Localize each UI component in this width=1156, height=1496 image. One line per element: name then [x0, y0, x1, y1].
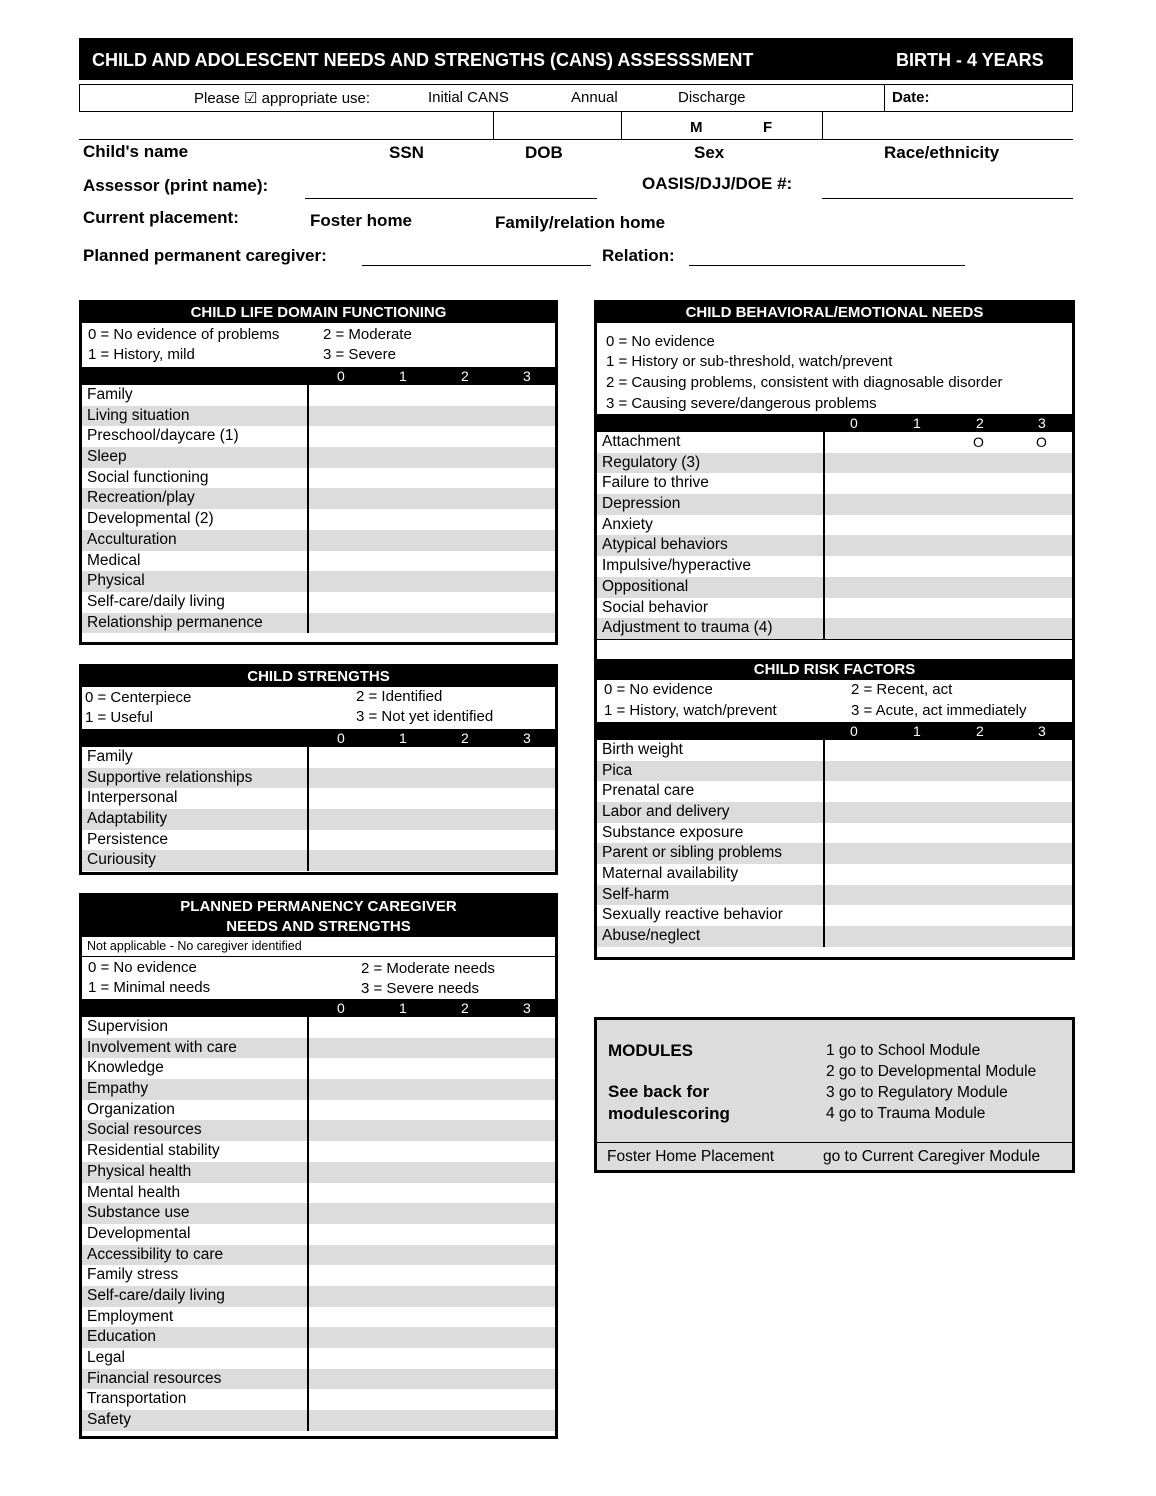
item-label: Supportive relationships	[87, 768, 253, 786]
assessor-label: Assessor (print name):	[83, 176, 269, 195]
legend-item: 1 = History, mild	[88, 346, 195, 363]
score-cell[interactable]	[823, 781, 1072, 802]
legend-item: 2 = Recent, act	[851, 680, 953, 698]
oasis-field[interactable]	[822, 198, 1073, 199]
item-label: Oppositional	[602, 577, 689, 595]
item-label: Prenatal care	[602, 782, 695, 800]
score-cell[interactable]	[823, 740, 1072, 761]
table-row	[597, 926, 1072, 947]
item-label: Social resources	[87, 1121, 202, 1139]
score-cell[interactable]	[823, 802, 1072, 823]
behavioral-rows	[597, 432, 1072, 639]
relation-field[interactable]	[689, 265, 965, 266]
item-label: Labor and delivery	[602, 802, 730, 820]
table-row	[597, 781, 1072, 802]
score-cell[interactable]	[307, 1307, 555, 1328]
table-row	[82, 788, 555, 809]
score-cell[interactable]	[307, 1141, 555, 1162]
sex-option-m[interactable]: M	[690, 119, 703, 136]
item-label: Education	[87, 1328, 156, 1346]
not-applicable-option[interactable]: Not applicable - No caregiver identified	[82, 937, 555, 957]
table-row	[597, 864, 1072, 885]
item-label: Organization	[87, 1100, 175, 1118]
item-label: Developmental	[87, 1224, 191, 1242]
score-cell[interactable]	[823, 494, 1072, 515]
score-cell[interactable]	[307, 426, 555, 447]
score-cell[interactable]	[307, 1100, 555, 1121]
item-label: Supervision	[87, 1018, 168, 1035]
item-label: Self-care/daily living	[87, 1286, 225, 1304]
item-label: Abuse/neglect	[602, 927, 701, 945]
item-label: Family	[87, 748, 133, 765]
legend-item: 3 = Severe	[323, 346, 396, 363]
legend-item: 1 = History, watch/prevent	[604, 701, 777, 719]
item-label: Involvement with care	[87, 1038, 237, 1056]
score-cell[interactable]	[823, 515, 1072, 536]
score-cell[interactable]	[307, 1245, 555, 1266]
form-title-bar	[79, 38, 1073, 80]
table-row	[82, 1079, 555, 1100]
score-cell[interactable]	[307, 1183, 555, 1204]
score-cell[interactable]	[307, 1265, 555, 1286]
item-label: Pica	[602, 761, 633, 779]
item-label: Accessibility to care	[87, 1245, 224, 1263]
table-row	[82, 468, 555, 489]
legend-item: 0 = Centerpiece	[85, 689, 192, 706]
item-label: Family stress	[87, 1266, 179, 1284]
table-row	[82, 1017, 555, 1038]
table-row	[597, 905, 1072, 926]
legend-item: 3 = Causing severe/dangerous problems	[606, 395, 877, 412]
score-cell[interactable]	[823, 926, 1072, 947]
table-row	[82, 1120, 555, 1141]
item-label: Birth weight	[602, 740, 683, 758]
caregiver-rows	[82, 1017, 555, 1431]
item-label: Impulsive/hyperactive	[602, 557, 752, 575]
table-row	[82, 1141, 555, 1162]
relation-label: Relation:	[602, 246, 675, 265]
caregiver-title-line1: PLANNED PERMANENCY CAREGIVER	[180, 898, 457, 915]
table-row	[597, 577, 1072, 598]
table-row	[82, 1389, 555, 1410]
item-label: Empathy	[87, 1080, 149, 1098]
legend-item: 2 = Causing problems, consistent with diagnosable disorder	[606, 374, 1003, 391]
table-row	[82, 1162, 555, 1183]
score-cell[interactable]	[307, 1224, 555, 1245]
legend-item: 1 = History or sub-threshold, watch/prevent	[606, 353, 893, 370]
item-label: Anxiety	[602, 515, 653, 533]
item-label: Medical	[87, 551, 141, 569]
table-row	[597, 740, 1072, 761]
item-label: Relationship permanence	[87, 613, 263, 631]
life-domain-rows	[82, 385, 555, 633]
score-cell[interactable]	[307, 488, 555, 509]
score-cell[interactable]	[307, 1203, 555, 1224]
table-row	[82, 592, 555, 613]
modules-heading: MODULES	[608, 1041, 693, 1060]
score-cell[interactable]	[307, 1079, 555, 1100]
legend-item: 1 = Minimal needs	[88, 979, 211, 996]
table-row	[82, 1369, 555, 1390]
score-cell[interactable]	[823, 843, 1072, 864]
score-header: 0 1 2 3	[82, 729, 555, 747]
table-row	[82, 768, 555, 789]
legend-item: 0 = No evidence	[604, 680, 713, 698]
date-label: Date:	[892, 89, 930, 106]
item-label: Depression	[602, 495, 681, 513]
legend-item: 0 = No evidence of problems	[88, 326, 280, 343]
score-cell[interactable]	[823, 556, 1072, 577]
item-label: Mental health	[87, 1183, 181, 1201]
strengths-title: CHILD STRENGTHS	[82, 667, 555, 687]
score-cell[interactable]	[307, 1058, 555, 1079]
score-cell[interactable]	[307, 850, 555, 871]
score-header: 0 1 2 3	[597, 722, 1072, 740]
table-row	[597, 556, 1072, 577]
item-label: Knowledge	[87, 1059, 164, 1077]
see-back-line2: modulescoring	[608, 1104, 730, 1123]
score-cell[interactable]	[823, 885, 1072, 906]
sex-label: Sex	[694, 143, 725, 162]
dob-label: DOB	[525, 143, 563, 162]
score-header: 0 1 2 3	[597, 414, 1072, 432]
placement-option-foster[interactable]: Foster home	[310, 211, 413, 230]
score-cell[interactable]	[823, 577, 1072, 598]
item-label: Preschool/daycare (1)	[87, 427, 239, 445]
item-label: Acculturation	[87, 530, 177, 548]
score-cell[interactable]	[307, 551, 555, 572]
score-header: 0 1 2 3	[82, 999, 555, 1017]
score-cell[interactable]	[307, 1369, 555, 1390]
table-row	[82, 1307, 555, 1328]
life-domain-title: CHILD LIFE DOMAIN FUNCTIONING	[82, 303, 555, 323]
score-cell[interactable]	[823, 905, 1072, 926]
caregiver-panel	[79, 893, 558, 1439]
item-label: Substance use	[87, 1204, 190, 1222]
table-row	[597, 802, 1072, 823]
item-label: Attachment	[602, 433, 681, 450]
table-row	[82, 551, 555, 572]
score-cell[interactable]	[307, 1327, 555, 1348]
table-row	[82, 488, 555, 509]
table-row	[82, 1286, 555, 1307]
foster-placement-label: Foster Home Placement	[607, 1148, 775, 1165]
age-range: BIRTH - 4 YEARS	[896, 50, 1044, 70]
table-row	[82, 613, 555, 634]
score-cell[interactable]	[823, 598, 1072, 619]
legend-item: 0 = No evidence	[606, 333, 715, 350]
score-cell[interactable]	[307, 447, 555, 468]
table-row	[82, 1327, 555, 1348]
table-row	[82, 385, 555, 406]
planned-caregiver-label: Planned permanent caregiver:	[83, 246, 327, 265]
item-label: Regulatory (3)	[602, 453, 701, 471]
score-cell[interactable]	[307, 406, 555, 427]
module-school: 1 go to School Module	[826, 1042, 981, 1059]
item-label: Persistence	[87, 830, 168, 848]
table-row	[82, 426, 555, 447]
strengths-panel	[79, 664, 558, 875]
item-label: Atypical behaviors	[602, 536, 728, 554]
assessor-field[interactable]	[305, 198, 597, 199]
modules-box	[594, 1017, 1075, 1173]
table-row	[82, 1224, 555, 1245]
legend-item: 2 = Moderate	[323, 326, 412, 343]
life-domain-panel	[79, 300, 558, 645]
option-initial-cans[interactable]: Initial CANS	[428, 89, 509, 106]
table-row	[82, 1058, 555, 1079]
item-label: Recreation/play	[87, 489, 195, 507]
score-cell[interactable]	[823, 432, 1072, 453]
score-cell[interactable]	[307, 1410, 555, 1431]
risk-rows	[597, 740, 1072, 947]
table-row	[82, 530, 555, 551]
table-row	[82, 830, 555, 851]
table-row	[597, 598, 1072, 619]
table-row	[597, 885, 1072, 906]
score-cell[interactable]	[307, 509, 555, 530]
foster-placement-action: go to Current Caregiver Module	[823, 1148, 1041, 1165]
item-label: Transportation	[87, 1390, 187, 1408]
score-cell[interactable]	[307, 592, 555, 613]
table-row	[597, 453, 1072, 474]
planned-caregiver-field[interactable]	[362, 265, 591, 266]
table-row	[82, 1410, 555, 1431]
current-placement-label: Current placement:	[83, 208, 239, 227]
table-row	[597, 823, 1072, 844]
module-regulatory: 3 go to Regulatory Module	[826, 1084, 1008, 1101]
score-cell[interactable]	[307, 1389, 555, 1410]
score-cell[interactable]	[307, 747, 555, 768]
score-cell[interactable]	[823, 473, 1072, 494]
legend-item: 1 = Useful	[85, 709, 153, 726]
option-annual[interactable]: Annual	[571, 89, 618, 106]
table-row	[597, 473, 1072, 494]
caregiver-title	[82, 896, 555, 937]
score-cell[interactable]	[307, 571, 555, 592]
score-cell[interactable]	[307, 1038, 555, 1059]
item-label: Parent or sibling problems	[602, 844, 783, 862]
attachment-option-mark[interactable]: O	[973, 434, 984, 450]
table-row	[82, 447, 555, 468]
legend-item: 0 = No evidence	[88, 959, 197, 976]
module-trauma: 4 go to Trauma Module	[826, 1105, 986, 1122]
table-row	[597, 515, 1072, 536]
legend-item: 3 = Acute, act immediately	[851, 701, 1027, 719]
item-label: Interpersonal	[87, 789, 178, 807]
item-label: Self-harm	[602, 885, 670, 903]
table-row	[82, 1245, 555, 1266]
item-label: Legal	[87, 1349, 125, 1366]
table-row	[82, 1203, 555, 1224]
score-cell[interactable]	[307, 385, 555, 406]
use-prompt: Please ☑ appropriate use:	[194, 90, 371, 107]
score-cell[interactable]	[307, 1162, 555, 1183]
item-label: Physical	[87, 572, 145, 590]
item-label: Adaptability	[87, 810, 168, 828]
table-row	[82, 1265, 555, 1286]
score-cell[interactable]	[307, 1017, 555, 1038]
ssn-label: SSN	[389, 143, 424, 162]
table-row	[82, 809, 555, 830]
module-developmental: 2 go to Developmental Module	[826, 1063, 1037, 1080]
legend-item: 3 = Not yet identified	[356, 708, 494, 725]
table-row	[597, 432, 1072, 453]
item-label: Curiousity	[87, 851, 156, 869]
item-label: Family	[87, 386, 133, 403]
item-label: Failure to thrive	[602, 474, 709, 492]
option-discharge[interactable]: Discharge	[678, 89, 746, 106]
table-row	[82, 509, 555, 530]
item-label: Sexually reactive behavior	[602, 906, 783, 924]
caregiver-title-line2: NEEDS AND STRENGTHS	[226, 918, 411, 935]
item-label: Financial resources	[87, 1369, 222, 1387]
legend-item: 2 = Identified	[356, 688, 443, 705]
child-name-label: Child's name	[83, 142, 189, 161]
legend-item: 2 = Moderate needs	[361, 960, 495, 977]
item-label: Social behavior	[602, 598, 708, 616]
score-cell[interactable]	[823, 823, 1072, 844]
score-cell[interactable]	[307, 1348, 555, 1369]
item-label: Physical health	[87, 1162, 192, 1180]
score-cell[interactable]	[307, 1286, 555, 1307]
table-row	[82, 406, 555, 427]
table-row	[597, 761, 1072, 782]
item-label: Living situation	[87, 406, 190, 424]
item-label: Maternal availability	[602, 865, 739, 882]
score-cell[interactable]	[307, 1120, 555, 1141]
sex-option-f[interactable]: F	[763, 119, 773, 136]
attachment-option-mark[interactable]: O	[1036, 434, 1047, 450]
behavioral-risk-panel	[594, 300, 1075, 960]
table-row	[82, 747, 555, 768]
table-row	[82, 1183, 555, 1204]
item-label: Developmental (2)	[87, 510, 214, 528]
score-cell[interactable]	[307, 768, 555, 789]
score-cell[interactable]	[307, 809, 555, 830]
item-label: Employment	[87, 1307, 174, 1325]
table-row	[82, 1100, 555, 1121]
score-cell[interactable]	[307, 788, 555, 809]
score-header: 0 1 2 3	[82, 367, 555, 385]
see-back-line1: See back for	[608, 1082, 710, 1101]
score-cell[interactable]	[823, 535, 1072, 556]
item-label: Safety	[87, 1411, 131, 1429]
table-row	[597, 535, 1072, 556]
item-label: Substance exposure	[602, 823, 744, 841]
table-row	[597, 618, 1072, 639]
score-cell[interactable]	[307, 468, 555, 489]
item-label: Self-care/daily living	[87, 592, 225, 610]
item-label: Residential stability	[87, 1142, 220, 1160]
form-title: CHILD AND ADOLESCENT NEEDS AND STRENGTHS (CANS) ASSESSSMENT	[92, 50, 754, 70]
item-label: Sleep	[87, 448, 127, 466]
table-row	[82, 571, 555, 592]
behavioral-title: CHILD BEHAVIORAL/EMOTIONAL NEEDS	[597, 303, 1072, 323]
oasis-label: OASIS/DJJ/DOE #:	[642, 174, 793, 193]
strengths-rows	[82, 747, 555, 871]
placement-option-family[interactable]: Family/relation home	[495, 213, 666, 232]
score-cell[interactable]	[307, 830, 555, 851]
score-cell[interactable]	[307, 530, 555, 551]
table-row	[82, 850, 555, 871]
legend-item: 3 = Severe needs	[361, 980, 480, 997]
score-cell[interactable]	[307, 613, 555, 634]
table-row	[597, 843, 1072, 864]
score-cell[interactable]	[823, 618, 1072, 639]
score-cell[interactable]	[823, 864, 1072, 885]
score-cell[interactable]	[823, 761, 1072, 782]
risk-title: CHILD RISK FACTORS	[597, 660, 1072, 680]
table-row	[597, 494, 1072, 515]
table-row	[82, 1348, 555, 1369]
use-selection-row	[79, 84, 1073, 112]
race-label: Race/ethnicity	[884, 143, 1000, 162]
score-cell[interactable]	[823, 453, 1072, 474]
item-label: Social functioning	[87, 468, 209, 486]
table-row	[82, 1038, 555, 1059]
item-label: Adjustment to trauma (4)	[602, 619, 773, 637]
